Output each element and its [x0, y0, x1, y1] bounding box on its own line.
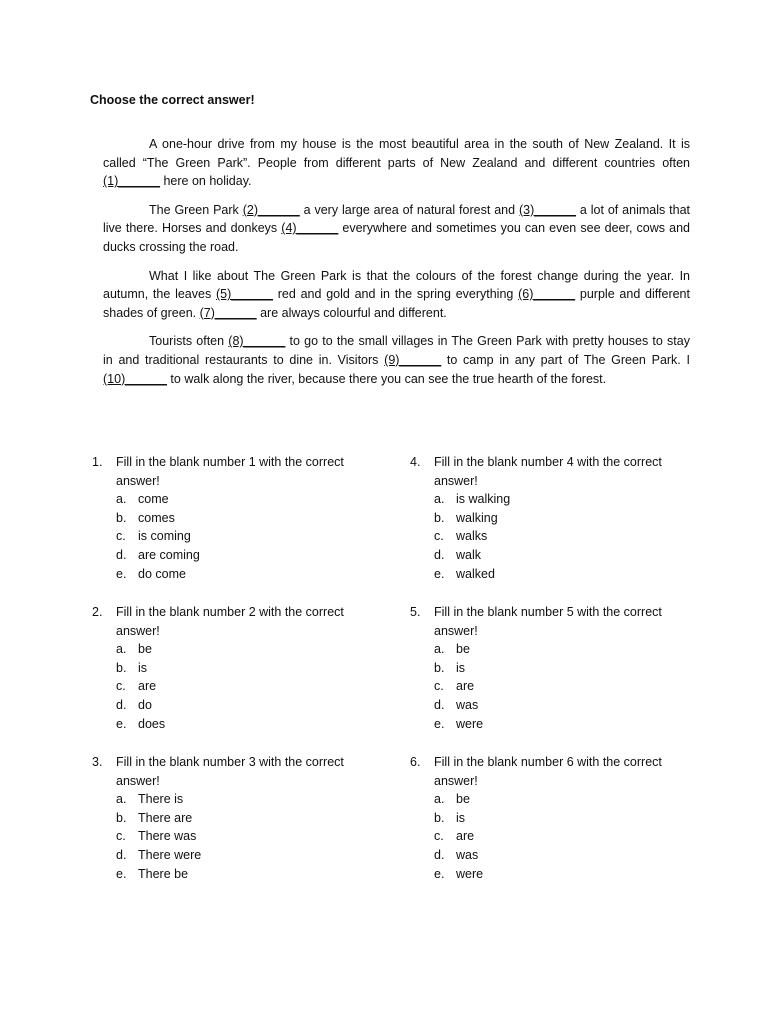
- page-title: Choose the correct answer!: [90, 93, 255, 107]
- option-letter: b.: [116, 510, 127, 525]
- blank-7: (7)______: [199, 305, 257, 320]
- blank-3: (3)______: [518, 202, 576, 217]
- option-e[interactable]: [116, 865, 382, 884]
- option-c[interactable]: [116, 827, 382, 846]
- option-letter: e.: [116, 566, 127, 581]
- option-d[interactable]: [434, 696, 700, 715]
- option-b[interactable]: [434, 809, 700, 828]
- option-letter: d.: [116, 847, 127, 862]
- option-d[interactable]: [116, 546, 382, 565]
- option-letter: a.: [116, 792, 127, 807]
- paragraph-text: to walk along the river, because there you can see the true hearth of the forest.: [166, 371, 607, 386]
- option-text: There were: [138, 847, 202, 862]
- option-text: was: [456, 847, 479, 862]
- question-number: 6.: [410, 755, 421, 769]
- option-letter: e.: [434, 566, 445, 581]
- blank-8: (8)______: [228, 334, 286, 349]
- option-letter: d.: [116, 697, 127, 712]
- option-d[interactable]: [434, 846, 700, 865]
- paragraph-text: red and gold and in the spring everything: [272, 287, 519, 302]
- question-number: 4.: [410, 455, 421, 469]
- option-d[interactable]: [116, 846, 382, 865]
- paragraph-text: are always colourful and different.: [256, 305, 447, 320]
- option-text: be: [456, 792, 470, 807]
- option-letter: d.: [116, 547, 127, 562]
- option-letter: a.: [434, 492, 445, 507]
- option-letter: a.: [116, 642, 127, 657]
- paragraph-text: to camp in any part of The Green Park. I: [441, 352, 690, 367]
- question-number: 3.: [92, 755, 103, 769]
- option-letter: e.: [116, 716, 127, 731]
- option-letter: e.: [434, 716, 445, 731]
- option-e[interactable]: [434, 715, 700, 734]
- option-e[interactable]: [116, 565, 382, 584]
- paragraph-text: here on holiday.: [160, 174, 252, 189]
- paragraph-1: [103, 135, 690, 191]
- question-4: [410, 453, 700, 583]
- question-2: [92, 603, 382, 733]
- paragraph-text: What I like about The Green Park is that the colours of the forest change during the year. In autumn, the leaves: [103, 268, 690, 302]
- option-letter: c.: [116, 829, 126, 844]
- option-c[interactable]: [434, 827, 700, 846]
- option-text: are: [456, 679, 475, 694]
- option-c[interactable]: [434, 527, 700, 546]
- option-letter: c.: [434, 829, 444, 844]
- blank-1: (1)______: [103, 174, 160, 189]
- option-a[interactable]: [116, 490, 382, 509]
- option-letter: b.: [434, 660, 445, 675]
- paragraph-4: [103, 332, 690, 388]
- option-a[interactable]: [434, 790, 700, 809]
- paragraph-text: everywhere and sometimes you can even see deer, cows and ducks crossing the road.: [103, 221, 690, 254]
- question-stem: Fill in the blank number 5 with the correct answer!: [434, 605, 662, 638]
- option-text: were: [456, 716, 484, 731]
- paragraph-text: purple and different shades of green.: [103, 287, 690, 320]
- option-text: is coming: [138, 529, 191, 544]
- option-text: does: [138, 716, 166, 731]
- option-letter: c.: [434, 529, 444, 544]
- option-letter: d.: [434, 547, 445, 562]
- option-letter: a.: [116, 492, 127, 507]
- paragraph-text: Tourists often: [149, 334, 229, 349]
- option-letter: d.: [434, 697, 445, 712]
- option-letter: c.: [434, 679, 444, 694]
- question-stem: Fill in the blank number 1 with the correct answer!: [116, 455, 344, 488]
- question-1: [92, 453, 382, 583]
- paragraph-text: a very large area of natural forest and: [299, 202, 519, 217]
- option-text: There was: [138, 829, 197, 844]
- option-text: was: [456, 697, 479, 712]
- option-text: are: [456, 829, 475, 844]
- option-text: There is: [138, 792, 184, 807]
- option-c[interactable]: [116, 677, 382, 696]
- paragraph-text: The Green Park: [149, 202, 243, 217]
- question-number: 1.: [92, 455, 103, 469]
- question-stem: Fill in the blank number 3 with the correct answer!: [116, 755, 344, 788]
- option-text: do: [138, 697, 152, 712]
- blank-5: (5)______: [215, 287, 273, 302]
- question-6: [410, 753, 700, 883]
- paragraph-text: to go to the small villages in The Green Park with pretty houses to stay in and traditional restaurants to dine in. Visitors: [103, 334, 690, 367]
- reading-passage: [103, 135, 690, 398]
- option-text: be: [138, 642, 152, 657]
- paragraph-3: [103, 267, 690, 323]
- option-text: walked: [456, 566, 495, 581]
- blank-4: (4)______: [281, 221, 339, 236]
- option-text: walk: [456, 547, 482, 562]
- option-letter: d.: [434, 847, 445, 862]
- paragraph-text: A one-hour drive from my house is the most beautiful area in the south of New Zealand. It is called “The Green Park”. People from different parts of New Zealand and different countries often: [103, 137, 690, 170]
- option-text: is: [456, 810, 466, 825]
- paragraph-2: [103, 201, 690, 257]
- option-letter: a.: [434, 792, 445, 807]
- option-c[interactable]: [434, 677, 700, 696]
- option-text: were: [456, 866, 484, 881]
- option-text: comes: [138, 510, 175, 525]
- option-text: There be: [138, 866, 189, 881]
- paragraph-text: a lot of animals that live there. Horses and donkeys: [103, 202, 691, 236]
- option-b[interactable]: [434, 659, 700, 678]
- option-a[interactable]: [434, 490, 700, 509]
- option-letter: e.: [116, 866, 127, 881]
- option-text: is: [456, 660, 466, 675]
- option-letter: c.: [116, 679, 126, 694]
- option-text: is walking: [456, 492, 511, 507]
- option-e[interactable]: [434, 865, 700, 884]
- option-text: are: [138, 679, 157, 694]
- blank-2: (2)______: [242, 202, 300, 217]
- option-text: are coming: [138, 547, 200, 562]
- option-text: walks: [456, 529, 488, 544]
- option-text: There are: [138, 810, 193, 825]
- option-a[interactable]: [116, 790, 382, 809]
- option-c[interactable]: [116, 527, 382, 546]
- option-text: come: [138, 492, 169, 507]
- option-text: is: [138, 660, 148, 675]
- option-text: do come: [138, 566, 186, 581]
- option-text: walking: [456, 510, 498, 525]
- option-d[interactable]: [116, 696, 382, 715]
- option-a[interactable]: [116, 640, 382, 659]
- option-letter: b.: [434, 810, 445, 825]
- option-d[interactable]: [434, 546, 700, 565]
- question-number: 5.: [410, 605, 421, 619]
- blank-10: (10)______: [103, 371, 167, 386]
- option-e[interactable]: [116, 715, 382, 734]
- option-b[interactable]: [434, 509, 700, 528]
- option-b[interactable]: [116, 809, 382, 828]
- option-letter: a.: [434, 642, 445, 657]
- question-number: 2.: [92, 605, 103, 619]
- option-letter: e.: [434, 866, 445, 881]
- option-letter: b.: [434, 510, 445, 525]
- option-letter: b.: [116, 810, 127, 825]
- question-stem: Fill in the blank number 2 with the correct answer!: [116, 605, 344, 638]
- option-letter: b.: [116, 660, 127, 675]
- blank-6: (6)______: [518, 287, 576, 302]
- option-b[interactable]: [116, 659, 382, 678]
- option-a[interactable]: [434, 640, 700, 659]
- question-3: [92, 753, 382, 883]
- option-letter: c.: [116, 529, 126, 544]
- option-text: be: [456, 642, 470, 657]
- question-stem: Fill in the blank number 6 with the correct answer!: [434, 755, 662, 788]
- question-stem: Fill in the blank number 4 with the correct answer!: [434, 455, 662, 488]
- option-b[interactable]: [116, 509, 382, 528]
- question-5: [410, 603, 700, 733]
- option-e[interactable]: [434, 565, 700, 584]
- blank-9: (9)______: [384, 352, 442, 367]
